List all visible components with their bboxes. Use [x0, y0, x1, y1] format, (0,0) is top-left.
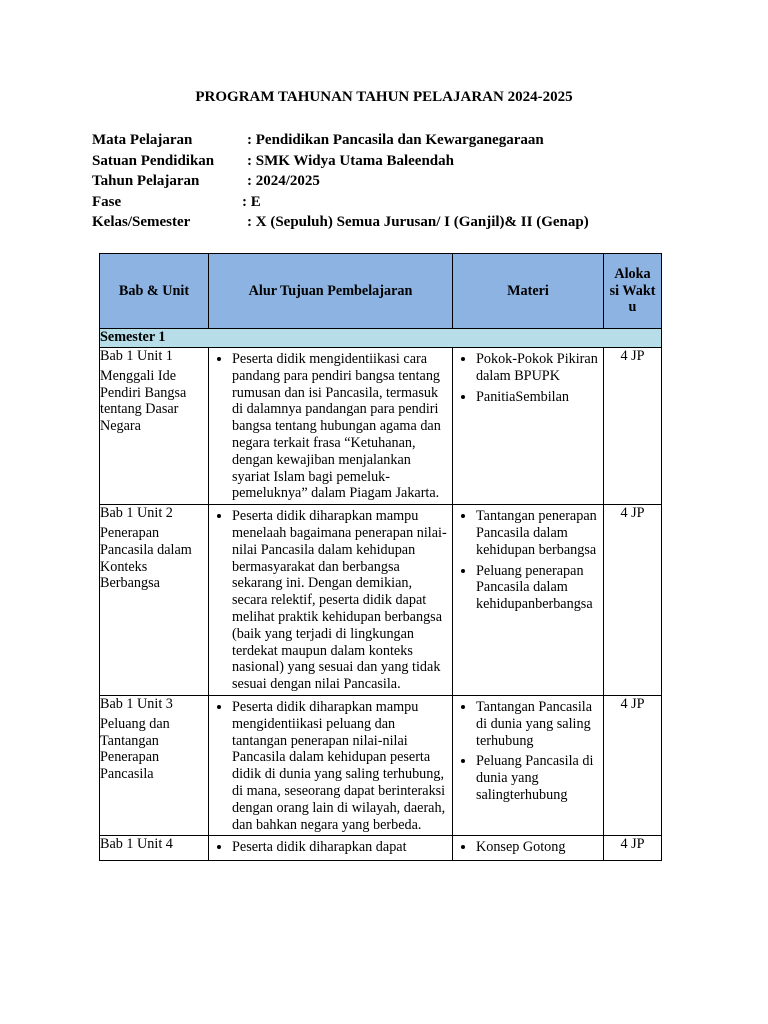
unit-name: Menggali Ide Pendiri Bangsa tentang Dasar Negara: [100, 367, 187, 435]
semester-row: [100, 329, 662, 348]
materi-item: • PanitiaSembilan: [476, 389, 600, 406]
atp-item: • Peserta didik diharapkan dapat: [232, 839, 449, 856]
atp-item: • Peserta didik mengidentiikasi cara pandang para pendiri bangsa tentang rumusan dan isi Pancasila, termasuk di dalamnya pandangan para pendiri bangsa tentang hubungan agama dan negara terkait frasa “Ketuhanan, dengan kewajiban menjalankan syariat Islam bagi pemeluk-pemeluknya” dalam Piagam Jakarta.: [232, 351, 449, 502]
materi-cell: [453, 836, 604, 861]
unit-cell: [100, 695, 209, 835]
unit-number: Bab 1 Unit 1: [100, 348, 173, 364]
semester-label: Semester 1: [100, 329, 662, 348]
table-header-row: [100, 254, 662, 329]
unit-name: Penerapan Pancasila dalam Konteks Berbangsa: [100, 524, 192, 592]
identity-label: Satuan Pendidikan: [92, 152, 215, 169]
identity-value: : X (Sepuluh) Semua Jurusan/ I (Ganjil)& II (Genap): [247, 214, 589, 230]
materi-item: • Peluang penerapan Pancasila dalam kehidupanberbangsa: [476, 563, 600, 613]
identity-label: Tahun Pelajaran: [92, 173, 200, 189]
table-row: [100, 348, 662, 505]
header-atp: Alur Tujuan Pembelajaran: [209, 254, 453, 329]
jp-cell: 4 JP: [604, 695, 662, 835]
unit-name: Peluang dan Tantangan Penerapan Pancasila: [100, 715, 170, 783]
table-row: [100, 836, 662, 861]
materi-cell: [453, 348, 604, 505]
atp-item: • Peserta didik diharapkan mampu mengidentiikasi peluang dan tantangan penerapan nilai-nilai Pancasila dalam kehidupan peserta didik di dunia yang saling terhubung, di mana, seseorang dapat berinteraksi dengan orang lain di wilayah, daerah, dan bahkan negara yang berbeda.: [232, 699, 449, 833]
table-row: [100, 505, 662, 696]
jp-cell: 4 JP: [604, 505, 662, 696]
unit-cell: [100, 505, 209, 696]
identity-label: Mata Pelajaran: [92, 132, 193, 148]
unit-number: Bab 1 Unit 3: [100, 695, 173, 712]
unit-number: Bab 1 Unit 2: [100, 505, 173, 522]
identity-label: Kelas/Semester: [92, 214, 191, 230]
program-table: [99, 253, 662, 861]
materi-item: • Pokok-Pokok Pikiran dalam BPUPK: [476, 351, 600, 385]
unit-cell: [100, 836, 209, 861]
unit-number: Bab 1 Unit 4: [100, 836, 173, 853]
atp-cell: [209, 348, 453, 505]
atp-cell: [209, 695, 453, 835]
jp-cell: 4 JP: [604, 836, 662, 861]
atp-item: • Peserta didik diharapkan mampu menelaah bagaimana penerapan nilai-nilai Pancasila dalam kehidupan bermasyarakat dan berbangsa sekarang ini. Dengan demikian, secara relektif, peserta didik dapat melihat praktik kehidupan berbangsa (baik yang terjadi di lingkungan terdekat maupun dalam konteks nasional) yang sesuai dan yang tidak sesuai dengan nilai Pancasila.: [232, 508, 449, 693]
materi-item: • Tantangan penerapan Pancasila dalam kehidupan berbangsa: [476, 508, 600, 558]
materi-cell: [453, 505, 604, 696]
identity-label: Fase: [92, 193, 122, 210]
materi-item: • Konsep Gotong: [476, 839, 600, 856]
materi-cell: [453, 695, 604, 835]
identity-value: : E: [242, 193, 261, 210]
identity-value: : Pendidikan Pancasila dan Kewarganegaraan: [247, 132, 544, 148]
atp-cell: [209, 836, 453, 861]
materi-item: • Tantangan Pancasila di dunia yang saling terhubung: [476, 699, 600, 749]
document-title: PROGRAM TAHUNAN TAHUN PELAJARAN 2024-2025: [195, 89, 573, 105]
identity-value: : SMK Widya Utama Baleendah: [247, 152, 454, 169]
header-alokasi: Aloka si Wakt u: [604, 254, 662, 329]
header-materi: Materi: [453, 254, 604, 329]
identity-value: : 2024/2025: [247, 173, 320, 189]
unit-cell: [100, 348, 209, 505]
jp-cell: 4 JP: [604, 348, 662, 505]
table-row: [100, 695, 662, 835]
atp-cell: [209, 505, 453, 696]
materi-item: • Peluang Pancasila di dunia yang salingterhubung: [476, 753, 600, 803]
header-bab-unit: Bab & Unit: [100, 254, 209, 329]
